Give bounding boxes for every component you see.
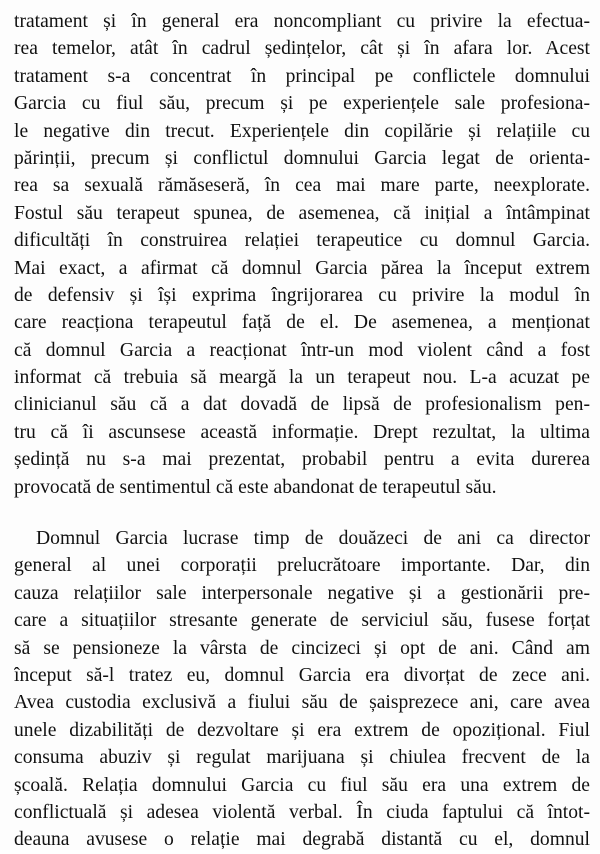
text-line: deauna avusese o relație mai degrabă distantă cu el, domnul <box>14 829 590 851</box>
text-line: de defensiv și își exprima îngrijorarea cu privire la modul în <box>14 284 590 306</box>
text-line: dificultăți în construirea relației terapeutice cu domnul Garcia. <box>14 230 590 252</box>
text-line: tru că îi ascunsese această informație. Drept rezultat, la ultima <box>14 421 590 443</box>
text-line: rea temelor, atât în cadrul ședințelor, cât și în afara lor. Acest <box>14 38 590 60</box>
text-line: informat că trebuia să meargă la un terapeut nou. L-a acuzat pe <box>14 367 590 389</box>
text-line: părinții, precum și conflictul domnului Garcia legat de orienta- <box>14 147 590 169</box>
text-line: tratament s-a concentrat în principal pe conflictele domnului <box>14 65 590 87</box>
text-line: general al unei corporații prelucrătoare importante. Dar, din <box>14 555 590 577</box>
text-line: școală. Relația domnului Garcia cu fiul său era una extrem de <box>14 774 590 796</box>
text-line: unele dizabilități de dezvoltare și era extrem de opozițional. Fiul <box>14 719 590 741</box>
paragraph-1 <box>14 8 590 501</box>
text-line: consuma abuziv și regulat marijuana și chiulea frecvent de la <box>14 747 590 769</box>
text-line: Mai exact, a afirmat că domnul Garcia părea la început extrem <box>14 257 590 279</box>
text-line: care a situațiilor stresante generate de serviciul său, fusese forțat <box>14 610 590 632</box>
text-line: să se pensioneze la vârsta de cincizeci și opt de ani. Când am <box>14 637 590 659</box>
text-line: Avea custodia exclusivă a fiului său de șaisprezece ani, care avea <box>14 692 590 714</box>
text-line: Fostul său terapeut spunea, de asemenea, că inițial a întâmpinat <box>14 202 590 224</box>
text-line: ședință nu s-a mai prezentat, probabil pentru a evita durerea <box>14 449 590 471</box>
text-line: conflictuală și adesea violentă verbal. În ciuda faptului că întot- <box>14 801 590 823</box>
text-line: Domnul Garcia lucrase timp de douăzeci de ani ca director <box>36 528 590 549</box>
text-line: tratament și în general era noncompliant cu privire la efectua- <box>14 11 590 32</box>
text-line: început să-l tratez eu, domnul Garcia era divorțat de zece ani. <box>14 664 590 686</box>
text-line: le negative din trecut. Experiențele din copilărie și relațiile cu <box>14 120 590 142</box>
text-line: că domnul Garcia a reacționat într-un mod violent când a fost <box>14 339 590 361</box>
text-line: clinicianul său că a dat dovadă de lipsă de profesionalism pen- <box>14 394 590 416</box>
paragraph-2 <box>14 525 590 854</box>
text-line: rea sa sexuală rămăseseră, în cea mai mare parte, neexplorate. <box>14 175 590 197</box>
text-line: cauza relațiilor sale interpersonale negative și a gestionării pre- <box>14 582 590 604</box>
text-line: provocată de sentimentul că este abandonat de terapeutul său. <box>14 476 497 498</box>
text-line: Garcia cu fiul său, precum și pe experiențele sale profesiona- <box>14 93 590 115</box>
text-line: care reacționa terapeutul față de el. De asemenea, a menționat <box>14 312 590 334</box>
